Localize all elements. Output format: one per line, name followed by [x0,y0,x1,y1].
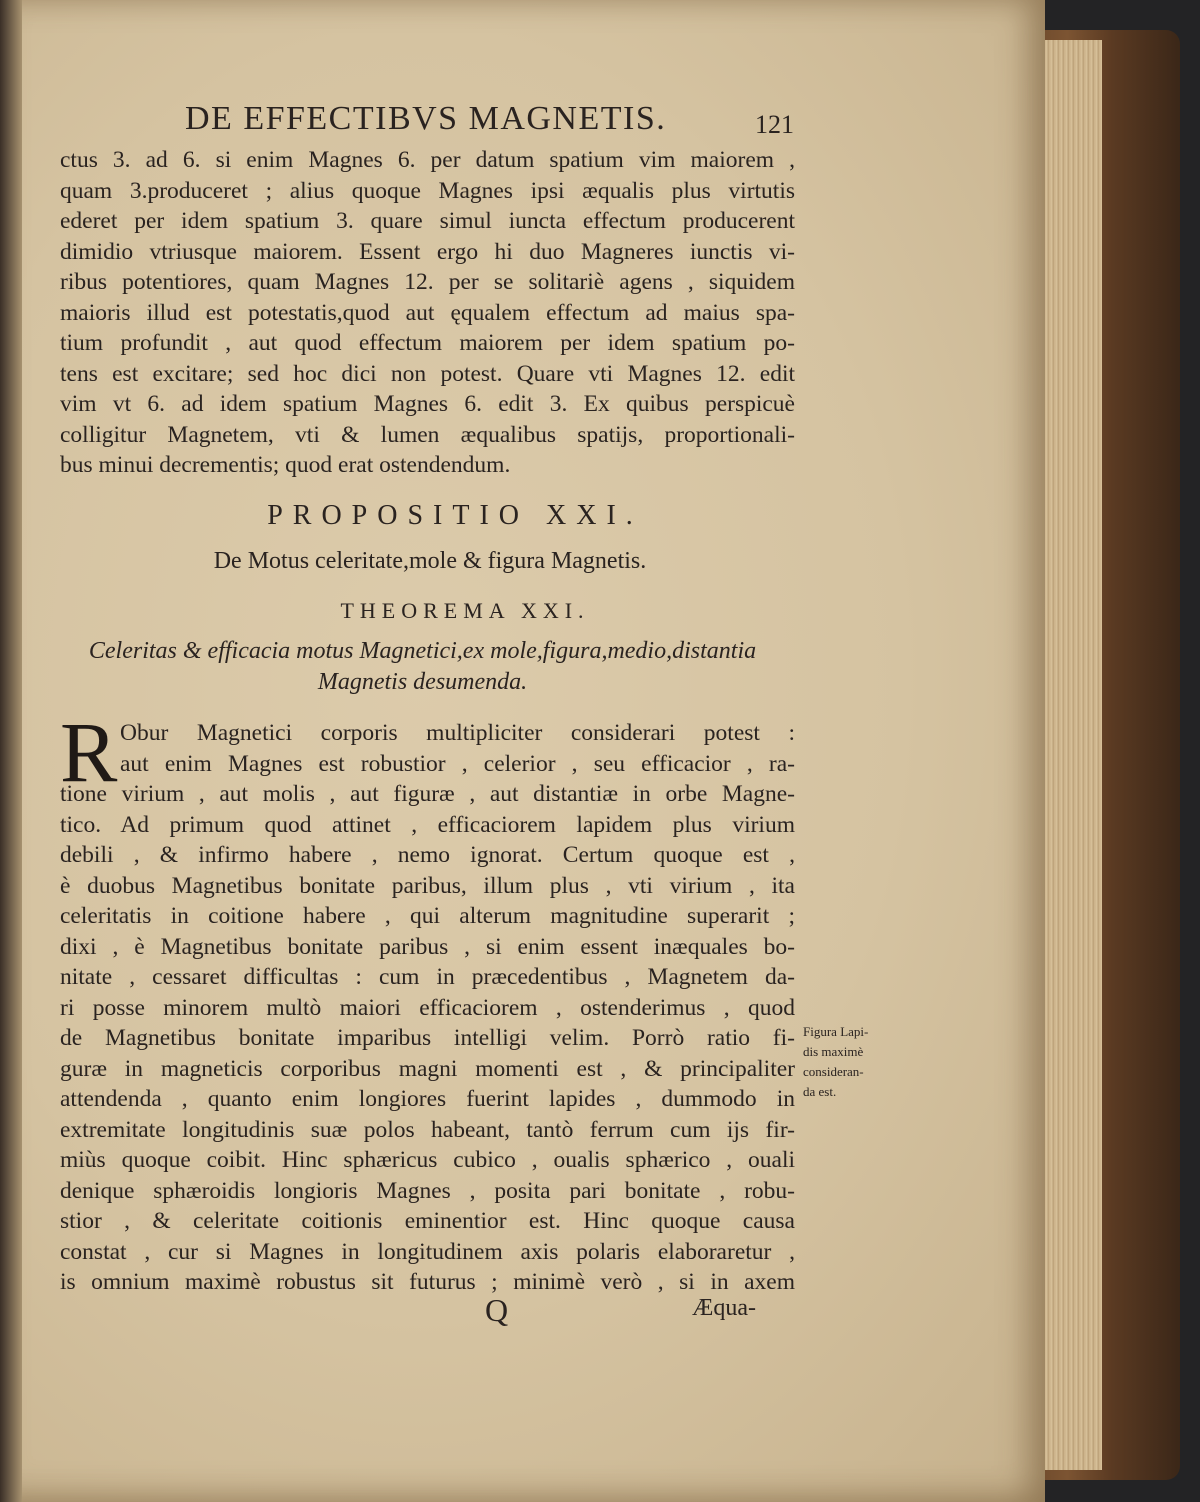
catchword: Æqua- [692,1295,756,1321]
text-line: ctus 3. ad 6. si enim Magnes 6. per datum spatium vim maiorem , [60,147,795,173]
text-line: miùs quoque coibit. Hinc sphæricus cubico , oualis sphærico , ouali [60,1147,795,1173]
text-line: de Magnetibus bonitate imparibus intelligi velim. Porrò ratio fi- [60,1025,795,1051]
text-line: nitate , cessaret difficultas : cum in præcedentibus , Magnetem da- [60,964,795,990]
text-line: ri posse minorem multò maiori efficaciorem , ostenderimus , quod [60,994,795,1021]
text-line: ribus potentiores, quam Magnes 12. per se solitariè agens , siquidem [60,269,795,295]
main-paragraph [60,718,795,1298]
text-line: constat , cur si Magnes in longitudinem axis polaris elaboraretur , [60,1238,795,1265]
text-line: ederet per idem spatium 3. quare simul iuncta effectum producerent [60,208,795,234]
theorem-statement [55,636,790,697]
text-line: bus minui decrementis; quod erat ostendendum. [60,452,511,478]
text-line: quam 3.produceret ; alius quoque Magnes ipsi æqualis plus virtutis [60,177,795,204]
text-line: stior , & celeritate coitionis eminentior est. Hinc quoque causa [60,1208,795,1234]
drop-cap: R [60,704,118,800]
text-line: Celeritas & efficacia motus Magnetici,ex mole,figura,medio,distantia [88,638,757,664]
text-line: tico. Ad primum quod attinet , efficaciorem lapidem plus virium [60,811,795,838]
text-line: è duobus Magnetibus bonitate paribus, illum plus , vti virium , ita [60,872,795,899]
margin-note-line: Figura Lapi- [803,1024,869,1039]
text-line: denique sphæroidis longioris Magnes , posita pari bonitate , robu- [60,1177,795,1204]
text-line: tione virium , aut molis , aut figuræ , aut distantiæ in orbe Magne- [60,781,795,807]
margin-note-line: da est. [803,1084,837,1099]
text-line: maioris illud est potestatis,quod aut ęqualem effectum ad maius spa- [60,299,795,326]
text-line: dimidio vtriusque maiorem. Essent ergo hi duo Magneres iunctis vi- [60,238,795,265]
page-number: 121 [755,110,794,139]
text-line: guræ in magneticis corporibus magni momenti est , & principaliter [60,1055,795,1082]
margin-note-line: dis maximè [803,1044,864,1059]
margin-note-line: consideran- [803,1064,864,1079]
text-line: attendenda , quanto enim longiores fuerint lapides , dummodo in [60,1086,795,1112]
text-line: tium profundit , aut quod effectum maiorem per idem spatium po- [60,330,795,356]
text-line: Obur Magnetici corporis multipliciter considerari potest : [120,720,795,746]
text-line: dixi , è Magnetibus bonitate paribus , si enim essent inæquales bo- [60,933,795,960]
text-line: celeritatis in coitione habere , qui alterum magnitudine superarit ; [60,903,795,929]
text-line: debili , & infirmo habere , nemo ignorat. Certum quoque est , [60,842,795,868]
text-line: extremitate longitudinis suæ polos habeant, tantò ferrum cum ijs fir- [60,1116,795,1143]
running-header: DE EFFECTIBVS MAGNETIS. [185,100,667,137]
text-line: Magnetis desumenda. [317,668,528,695]
page-gutter [0,0,22,1502]
proposition-title: PROPOSITIO XXI. [267,500,643,531]
text-line: tens est excitare; sed hoc dici non potest. Quare vti Magnes 12. edit [60,360,795,387]
proposition-subtitle: De Motus celeritate,mole & figura Magnetis. [213,548,647,574]
text-line: colligitur Magnetem, vti & lumen æqualibus spatijs, proportionali- [60,421,795,448]
signature-mark: Q [485,1292,509,1328]
theorem-heading: THEOREMA XXI. [340,598,590,623]
top-paragraph [60,145,795,481]
margin-note [803,1022,893,1102]
text-line: vim vt 6. ad idem spatium Magnes 6. edit 3. Ex quibus perspicuè [60,391,795,417]
text-line: aut enim Magnes est robustior , celerior , seu efficacior , ra- [120,750,795,777]
text-line: is omnium maximè robustus sit futurus ; minimè verò , si in axem [60,1269,795,1295]
